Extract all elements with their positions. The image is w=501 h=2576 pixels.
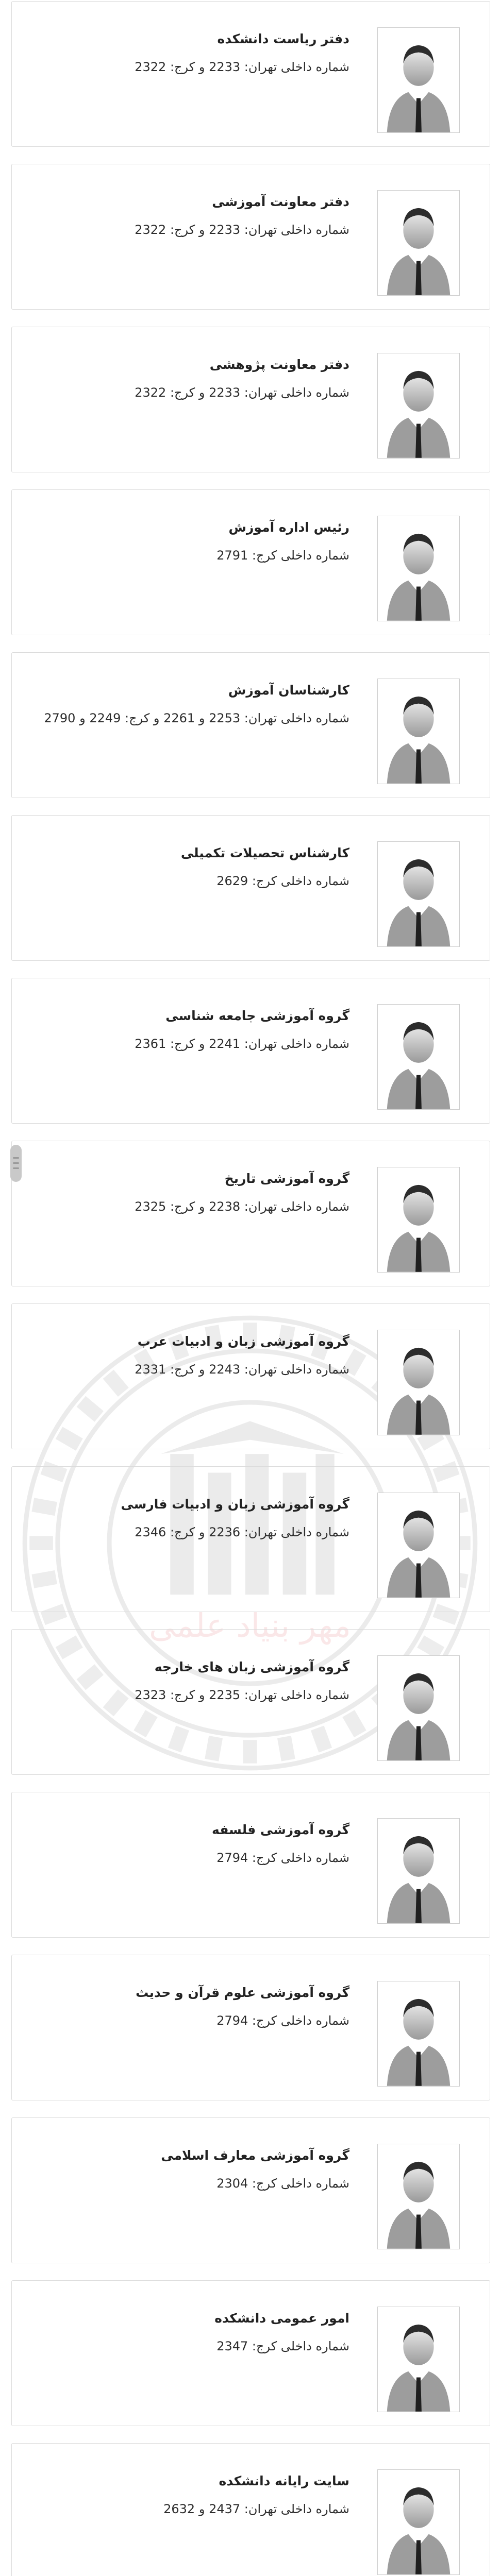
person-silhouette-icon [377, 2144, 460, 2249]
contact-phone: شماره داخلی تهران: 2253 و 2261 و کرج: 2249 و 2790 [44, 711, 349, 725]
person-silhouette-icon [377, 516, 460, 621]
person-silhouette-icon [377, 1493, 460, 1598]
contact-name: گروه آموزشی زبان های خارجه [154, 1659, 349, 1674]
person-silhouette-icon [377, 2307, 460, 2412]
contact-name: دفتر معاونت آموزشی [212, 194, 349, 209]
contact-name: گروه آموزشی معارف اسلامی [161, 2148, 349, 2163]
person-silhouette-icon [377, 1330, 460, 1435]
person-silhouette-icon [377, 1167, 460, 1273]
contact-phone: شماره داخلی کرج: 2791 [216, 548, 349, 563]
contact-phone: شماره داخلی تهران: 2233 و کرج: 2322 [135, 60, 349, 74]
contact-name: گروه آموزشی تاریخ [224, 1171, 349, 1186]
contact-phone: شماره داخلی تهران: 2241 و کرج: 2361 [135, 1037, 349, 1051]
contact-phone: شماره داخلی تهران: 2437 و 2632 [163, 2502, 349, 2516]
contact-card [11, 978, 490, 1124]
contact-card [11, 1466, 490, 1612]
contact-phone: شماره داخلی تهران: 2236 و کرج: 2346 [135, 1525, 349, 1539]
contact-name: گروه آموزشی جامعه شناسی [165, 1008, 349, 1023]
contact-name: گروه آموزشی فلسفه [212, 1822, 349, 1837]
contact-phone: شماره داخلی تهران: 2233 و کرج: 2322 [135, 223, 349, 237]
contact-phone: شماره داخلی کرج: 2794 [216, 2013, 349, 2028]
contact-name: امور عمومی دانشکده [214, 2311, 349, 2326]
scroll-handle-icon[interactable] [10, 1145, 22, 1182]
contact-card [11, 489, 490, 635]
person-silhouette-icon [377, 1655, 460, 1761]
contact-card [11, 1955, 490, 2100]
person-silhouette-icon [377, 841, 460, 947]
contact-phone: شماره داخلی تهران: 2238 و کرج: 2325 [135, 1199, 349, 1214]
contact-phone: شماره داخلی کرج: 2347 [216, 2339, 349, 2353]
person-silhouette-icon [377, 1818, 460, 1924]
contact-name: گروه آموزشی زبان و ادبیات عرب [137, 1334, 349, 1349]
contact-name: سایت رایانه دانشکده [219, 2473, 349, 2488]
contact-card [11, 2117, 490, 2263]
contact-name: کارشناسان آموزش [228, 683, 349, 698]
contact-name: دفتر ریاست دانشکده [217, 31, 349, 46]
contact-card [11, 1303, 490, 1449]
contact-card [11, 1, 490, 147]
contact-card [11, 2443, 490, 2576]
contact-card [11, 652, 490, 798]
person-silhouette-icon [377, 1981, 460, 2087]
contact-phone: شماره داخلی تهران: 2235 و کرج: 2323 [135, 1688, 349, 1702]
contact-name: رئیس اداره آموزش [228, 520, 349, 535]
contact-phone: شماره داخلی کرج: 2794 [216, 1851, 349, 1865]
contact-card [11, 1629, 490, 1775]
contact-card [11, 2280, 490, 2426]
contact-phone: شماره داخلی تهران: 2233 و کرج: 2322 [135, 385, 349, 400]
contact-phone: شماره داخلی کرج: 2304 [216, 2176, 349, 2191]
contact-card [11, 815, 490, 961]
person-silhouette-icon [377, 353, 460, 459]
contact-card [11, 164, 490, 310]
contact-name: دفتر معاونت پژوهشی [209, 357, 349, 372]
contact-name: گروه آموزشی علوم قرآن و حدیث [136, 1985, 349, 2000]
person-silhouette-icon [377, 2469, 460, 2575]
watermark-caption: مهر بنیاد علمی [148, 1607, 352, 1645]
contact-card [11, 1141, 490, 1286]
contact-card [11, 1792, 490, 1938]
person-silhouette-icon [377, 27, 460, 133]
person-silhouette-icon [377, 1004, 460, 1110]
contact-card [11, 327, 490, 472]
contact-phone: شماره داخلی تهران: 2243 و کرج: 2331 [135, 1362, 349, 1377]
contact-name: گروه آموزشی زبان و ادبیات فارسی [121, 1497, 349, 1512]
contact-phone: شماره داخلی کرج: 2629 [216, 874, 349, 888]
contact-name: کارشناس تحصیلات تکمیلی [180, 845, 349, 860]
person-silhouette-icon [377, 190, 460, 296]
person-silhouette-icon [377, 679, 460, 784]
